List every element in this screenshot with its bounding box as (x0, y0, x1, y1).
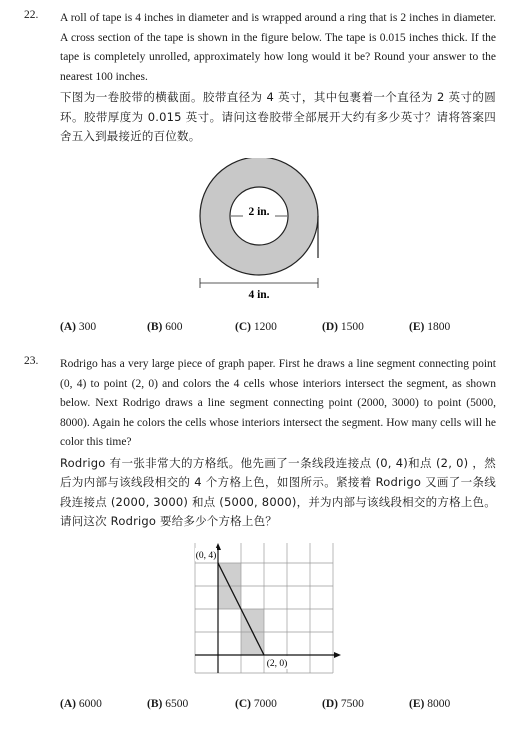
choice-a[interactable]: (A) 300 (60, 321, 97, 333)
problem-number: 23. (24, 355, 39, 367)
problem-text-chinese: 下图为一卷胶带的横截面。胶带直径为 4 英寸，其中包裹着一个直径为 2 英寸的圆环。胶带厚度为 0.015 英寸。请问这卷胶带全部展开大约有多少英寸？请将答案四舍五入到最接近的百位数。 (60, 90, 496, 143)
inner-diameter-label: 2 in. (248, 206, 270, 218)
colored-cell (218, 586, 241, 609)
choice-b[interactable]: (B) 600 (147, 321, 183, 333)
choice-c[interactable]: (C) 1200 (235, 321, 277, 333)
problem-text-chinese: Rodrigo 有一张非常大的方格纸。他先画了一条线段连接点 (0, 4)和点 (2, 0) ，然后为内部与该线段相交的 4 个方格上色，如图所示。紧接着 Rodrigo 又画了一条线段连接点 (2000, 3000) 和点 (5000, 8000)，并为内部与该线段相交的方格上色。请问这次 Rodrigo 要给多少个方格上色？ (60, 455, 496, 528)
problem-number: 22. (24, 9, 39, 21)
colored-cell (241, 632, 264, 655)
problem-body (60, 9, 496, 147)
tape-roll-figure (0, 158, 521, 308)
problem-text-english: Rodrigo has a very large piece of graph paper. First he draws a line segment connecting point (0, 4) to point (2, 0) and colors the 4 cells whose interiors intersect the segment, as shown below. Next Rodrigo draws a line segment connecting point (2000, 3000) to point (5000, 8000). Again he colors the cells whose interiors intersect the segment. How many cells will he color this time? (60, 358, 496, 448)
choice-e[interactable]: (E) 1800 (409, 321, 451, 333)
outer-diameter-label: 4 in. (248, 289, 270, 301)
x-axis-arrow (334, 652, 341, 658)
problem-text-english: A roll of tape is 4 inches in diameter and is wrapped around a ring that is 2 inches in diameter. A cross section of the tape is shown in the figure below. The tape is 0.015 inches thick. If the tape is completely unrolled, approximately how long would it be? Round your answer to the nearest 100 inches. (60, 12, 496, 83)
problem-body (60, 355, 496, 532)
choice-d[interactable]: (D) 1500 (322, 321, 364, 333)
problem-22 (24, 9, 496, 147)
grid (195, 543, 333, 673)
choice-d[interactable]: (D) 7500 (322, 698, 364, 710)
start-point-label: (0, 4) (195, 551, 217, 561)
choice-b[interactable]: (B) 6500 (147, 698, 189, 710)
choice-c[interactable]: (C) 7000 (235, 698, 277, 710)
colored-cell (218, 563, 241, 586)
choice-a[interactable]: (A) 6000 (60, 698, 102, 710)
choice-e[interactable]: (E) 8000 (409, 698, 451, 710)
graph-paper-figure (0, 543, 521, 683)
problem-23 (24, 355, 496, 532)
colored-cell (241, 609, 264, 632)
end-point-label: (2, 0) (266, 659, 288, 669)
